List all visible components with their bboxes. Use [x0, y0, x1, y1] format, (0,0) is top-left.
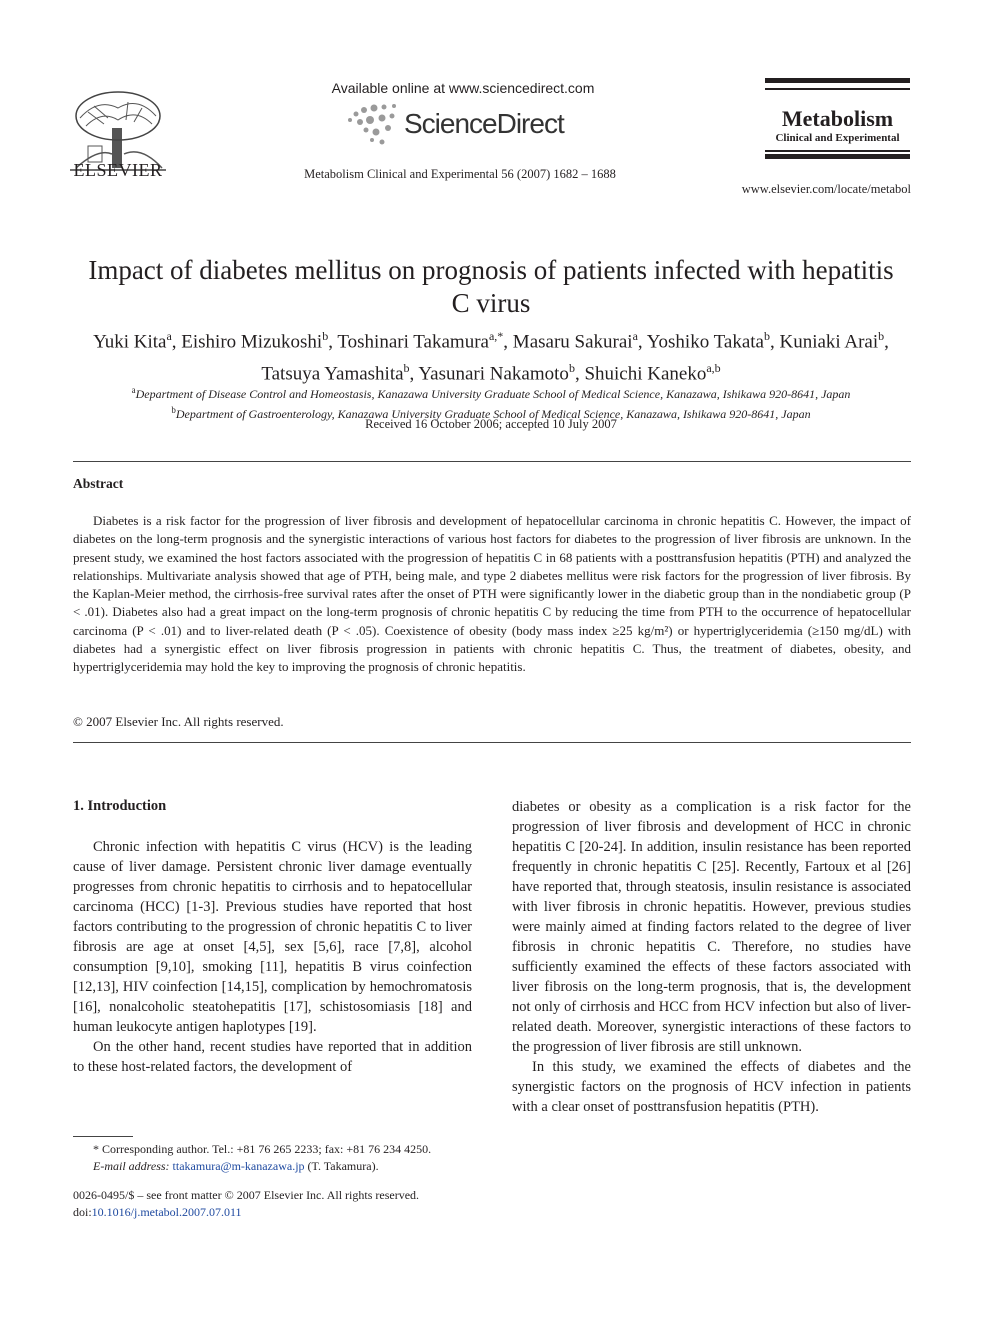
- publisher-name: ELSEVIER: [73, 160, 163, 180]
- journal-brand-title: Metabolism: [781, 106, 894, 131]
- section-heading: 1. Introduction: [73, 798, 167, 814]
- author-affiliation-marker: b: [403, 361, 410, 376]
- affiliation: [60, 382, 922, 402]
- doi-link[interactable]: 10.1016/j.metabol.2007.07.011: [91, 1205, 242, 1219]
- email-link[interactable]: ttakamura@m-kanazawa.jp: [172, 1159, 305, 1173]
- abstract-text: Diabetes is a risk factor for the progression of liver fibrosis and development of hepatocellular carcinoma in chronic hepatitis C. However, the impact of diabetes on the long-term prognosis and the synergistic interactions of various host factors for diabetes to the progression of liver fibrosis are unknown. In the present study, we examined the host factors associated with the progression of hepatitis C in 68 patients with a posttransfusion hepatitis (PTH) and analyzed the relationships. Multivariate analysis showed that age of PTH, being male, and type 2 diabetes mellitus were risk factors for the progression of liver fibrosis. By the Kaplan-Meier method, the cirrhosis-free survival rates after the onset of PTH were significantly lower in the diabetic group than in the nondiabetic group (P < .01). Diabetes also had a great impact on the long-term prognosis of chronic hepatitis C by reducing the time from PTH to the occurrence of hepatocellular carcinoma (P < .01) and to liver-related death (P < .05). Coexistence of obesity (body mass index ≥25 kg/m²) or hypertriglyceridemia (≥150 mg/dL) with diabetes had a synergistic effect on liver fibrosis progression in patients with chronic hepatitis C. Thus, the treatment of diabetes, obesity, and hypertriglyceridemia may hold the key to improving the prognosis of chronic hepatitis.: [73, 513, 911, 675]
- affiliation-list: [60, 382, 922, 422]
- author-affiliation-marker: b: [878, 329, 885, 343]
- paragraph: In this study, we examined the effects of diabetes and the synergistic factors on the prognosis of HCV infection in patients with a clear onset of posttransfusion hepatitis (PTH).: [512, 1059, 911, 1115]
- paragraph: diabetes or obesity as a complication is a risk factor for the progression of liver fibrosis and development of HCC in chronic hepatitis C [20-24]. In addition, insulin resistance has been reported frequently in chronic hepatitis C [25]. Recently, Fartoux et al [26] have reported that, through steatosis, insulin resistance is associated with liver fibrosis in chronic hepatitis. However, previous studies were mainly aimed at finding factors related to the degree of liver fibrosis in chronic hepatitis C. Therefore, no studies have sufficiently examined the effects of these factors associated with liver fibrosis on the long-term prognosis, that is, the development not only of cirrhosis and HCC from HCV infection but also of liver-related death. Moreover, synergistic interactions of these factors to the progression of liver fibrosis are still unknown.: [512, 799, 911, 1055]
- article-title: Impact of diabetes mellitus on prognosis of patients infected with hepatitis C virus: [88, 255, 894, 318]
- journal-url[interactable]: www.elsevier.com/locate/metabol: [741, 182, 911, 196]
- corresponding-author-note: * Corresponding author. Tel.: +81 76 265 2233; fax: +81 76 234 4250.: [93, 1142, 432, 1156]
- doi-line: [73, 1204, 493, 1221]
- available-online-notice: Available online at www.sciencedirect.com: [331, 80, 595, 96]
- affiliation-text: Department of Disease Control and Homeostasis, Kanazawa University Graduate School of Medical Science, Kanazawa, Ishikawa 920-8641, Japan: [135, 387, 851, 401]
- author-affiliation-marker: a: [632, 329, 638, 343]
- copyright-line: © 2007 Elsevier Inc. All rights reserved.: [73, 714, 284, 729]
- brand-rule-top-thick: [765, 78, 910, 83]
- author-name: Yoshiko Takata: [646, 331, 764, 353]
- sciencedirect-wordmark: ScienceDirect: [404, 108, 564, 139]
- author-name: Shuichi Kaneko: [584, 363, 707, 385]
- brand-rule-top-thin: [765, 88, 910, 90]
- doi-label: doi:: [73, 1205, 92, 1219]
- author-affiliation-marker: a,*: [488, 329, 504, 343]
- journal-brand-subtitle: Clinical and Experimental: [775, 132, 900, 144]
- divider-bottom: [73, 742, 911, 743]
- journal-citation: Metabolism Clinical and Experimental 56 (2007) 1682 – 1688: [304, 167, 616, 181]
- issn-line: 0026-0495/$ – see front matter © 2007 Elsevier Inc. All rights reserved.: [73, 1188, 420, 1202]
- email-line: [73, 1158, 483, 1175]
- brand-rule-bottom-thick: [765, 154, 910, 159]
- paragraph: On the other hand, recent studies have reported that in addition to these host-related factors, the development of: [73, 1039, 472, 1075]
- right-column: [512, 797, 911, 1117]
- author-affiliation-marker: a,b: [706, 361, 721, 376]
- author-affiliation-marker: b: [763, 329, 770, 343]
- brand-rule-bottom-thin: [765, 150, 910, 152]
- author-list: Yuki Kita$^a$, Eishiro Mizukoshi$^b$, Toshinari Takamura$^{a,*}$, Masaru Sakurai$^a$, Yoshiko Takata$^b$, Kuniaki Arai$^b$, Tatsuya Yamashita$^b$, Yasunari Nakamoto$^b$, Shuichi Kaneko$^{a,b}$: [93, 329, 889, 385]
- author-name: Kuniaki Arai: [779, 331, 879, 353]
- divider-top: [73, 461, 911, 462]
- issn-block: [73, 1187, 493, 1221]
- author-affiliation-marker: b: [322, 329, 329, 343]
- author-name: Yasunari Nakamoto: [418, 363, 569, 385]
- author-affiliation-marker: a: [166, 329, 172, 343]
- paragraph: Chronic infection with hepatitis C virus (HCV) is the leading cause of liver damage. Persistent chronic liver damage eventually progresses from chronic hepatitis to cirrhosis and to hepatocellular carcinoma (HCC) [1-3]. Previous studies have reported that host factors contributing to the progression of chronic hepatitis C to liver fibrosis are age at onset [4,5], sex [5,6], race [7,8], alcohol consumption [9,10], smoking [11], hepatitis B virus coinfection [12,13], HIV coinfection [14,15], complication by hemochromatosis [16], nonalcoholic steatohepatitis [17], schistosomiasis [18] and human leukocyte antigen haplotypes [19].: [73, 839, 472, 1035]
- author-affiliation-marker: b: [568, 361, 575, 376]
- email-suffix: (T. Takamura).: [307, 1159, 379, 1173]
- author-name: Yuki Kita: [93, 331, 167, 353]
- received-dates: Received 16 October 2006; accepted 10 July 2007: [365, 417, 617, 431]
- left-column: [73, 837, 472, 1077]
- email-label: E-mail address:: [93, 1159, 170, 1173]
- footnote-rule: [73, 1136, 133, 1137]
- affiliation-text: Department of Gastroenterology, Kanazawa University Graduate School of Medical Science, Kanazawa, Ishikawa 920-8641, Japan: [175, 407, 811, 421]
- affiliation-marker: a: [131, 385, 136, 395]
- corresponding-author-footnote: [73, 1141, 483, 1175]
- author-name: Masaru Sakurai: [512, 331, 633, 353]
- abstract-heading: Abstract: [73, 476, 124, 491]
- author-name: Eishiro Mizukoshi: [181, 331, 323, 353]
- affiliation-marker: b: [171, 405, 176, 415]
- author-name: Toshinari Takamura: [337, 331, 489, 353]
- author-name: Tatsuya Yamashita: [261, 363, 404, 385]
